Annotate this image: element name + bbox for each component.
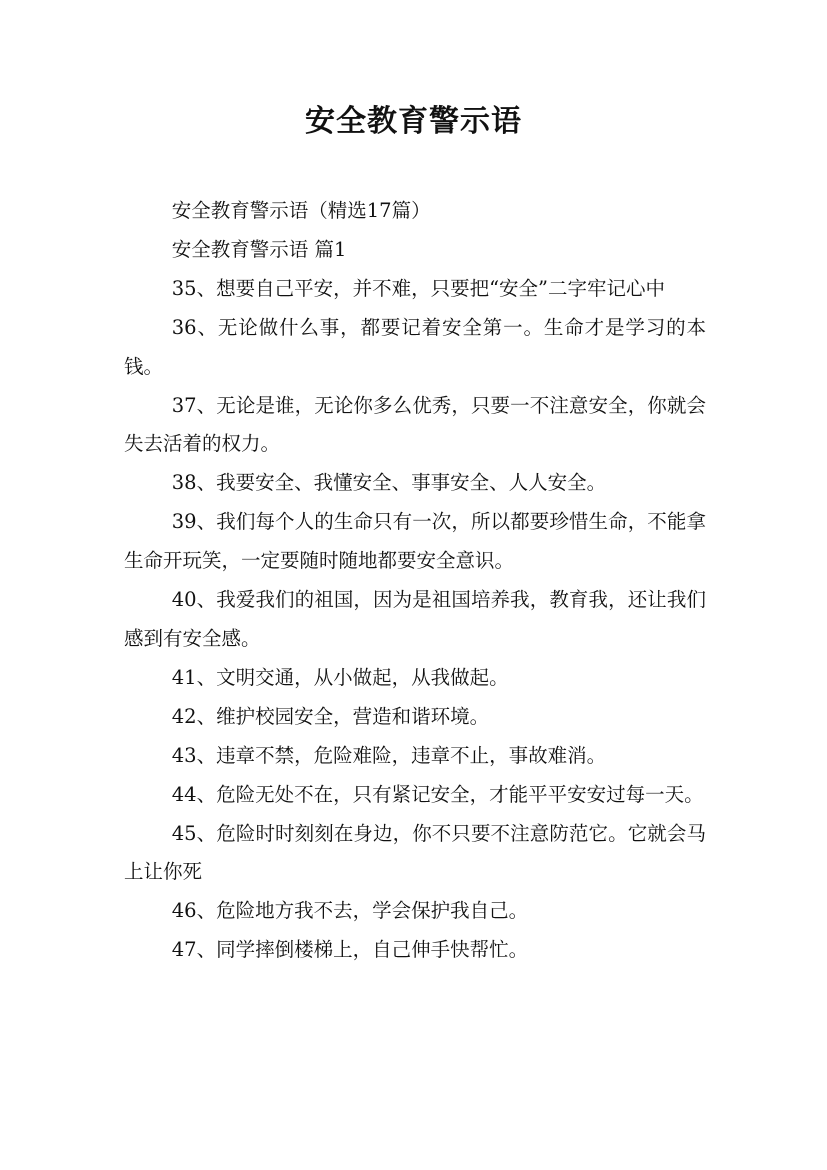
paragraph-item: 44、危险无处不在，只有紧记安全，才能平平安安过每一天。 — [171, 782, 704, 806]
paragraph-item: 43、违章不禁，危险难险，违章不止，事故难消。 — [171, 743, 607, 767]
paragraph-item: 41、文明交通，从小做起，从我做起。 — [171, 665, 509, 689]
paragraph-item: 46、危险地方我不去，学会保护我自己。 — [171, 899, 529, 923]
paragraph-item: 42、维护校园安全，营造和谐环境。 — [171, 704, 490, 728]
paragraph-item: 39、我们每个人的生命只有一次，所以都要珍惜生命，不能拿生命开玩笑，一定要随时随地都要安全意识。 — [124, 510, 706, 573]
paragraph-item: 40、我爱我们的祖国，因为是祖国培养我，教育我，还让我们感到有安全感。 — [124, 588, 706, 650]
paragraph-section-heading: 安全教育警示语 篇1 — [171, 237, 347, 261]
paragraph-item: 45、危险时时刻刻在身边，你不只要不注意防范它。它就会马上让你死 — [124, 821, 706, 884]
paragraph-item: 47、同学摔倒楼梯上，自己伸手快帮忙。 — [171, 938, 529, 962]
paragraph-item: 37、无论是谁，无论你多么优秀，只要一不注意安全，你就会失去活着的权力。 — [124, 393, 706, 456]
document-body — [124, 192, 706, 970]
document-title: 安全教育警示语 — [305, 104, 522, 139]
paragraph-item: 35、想要自己平安，并不难，只要把“安全”二字牢记心中 — [171, 276, 666, 300]
paragraph-item: 36、无论做什么事，都要记着安全第一。生命才是学习的本钱。 — [124, 315, 706, 378]
paragraph-subtitle: 安全教育警示语（精选17篇） — [171, 199, 431, 222]
paragraph-item: 38、我要安全、我懂安全、事事安全、人人安全。 — [171, 471, 607, 495]
